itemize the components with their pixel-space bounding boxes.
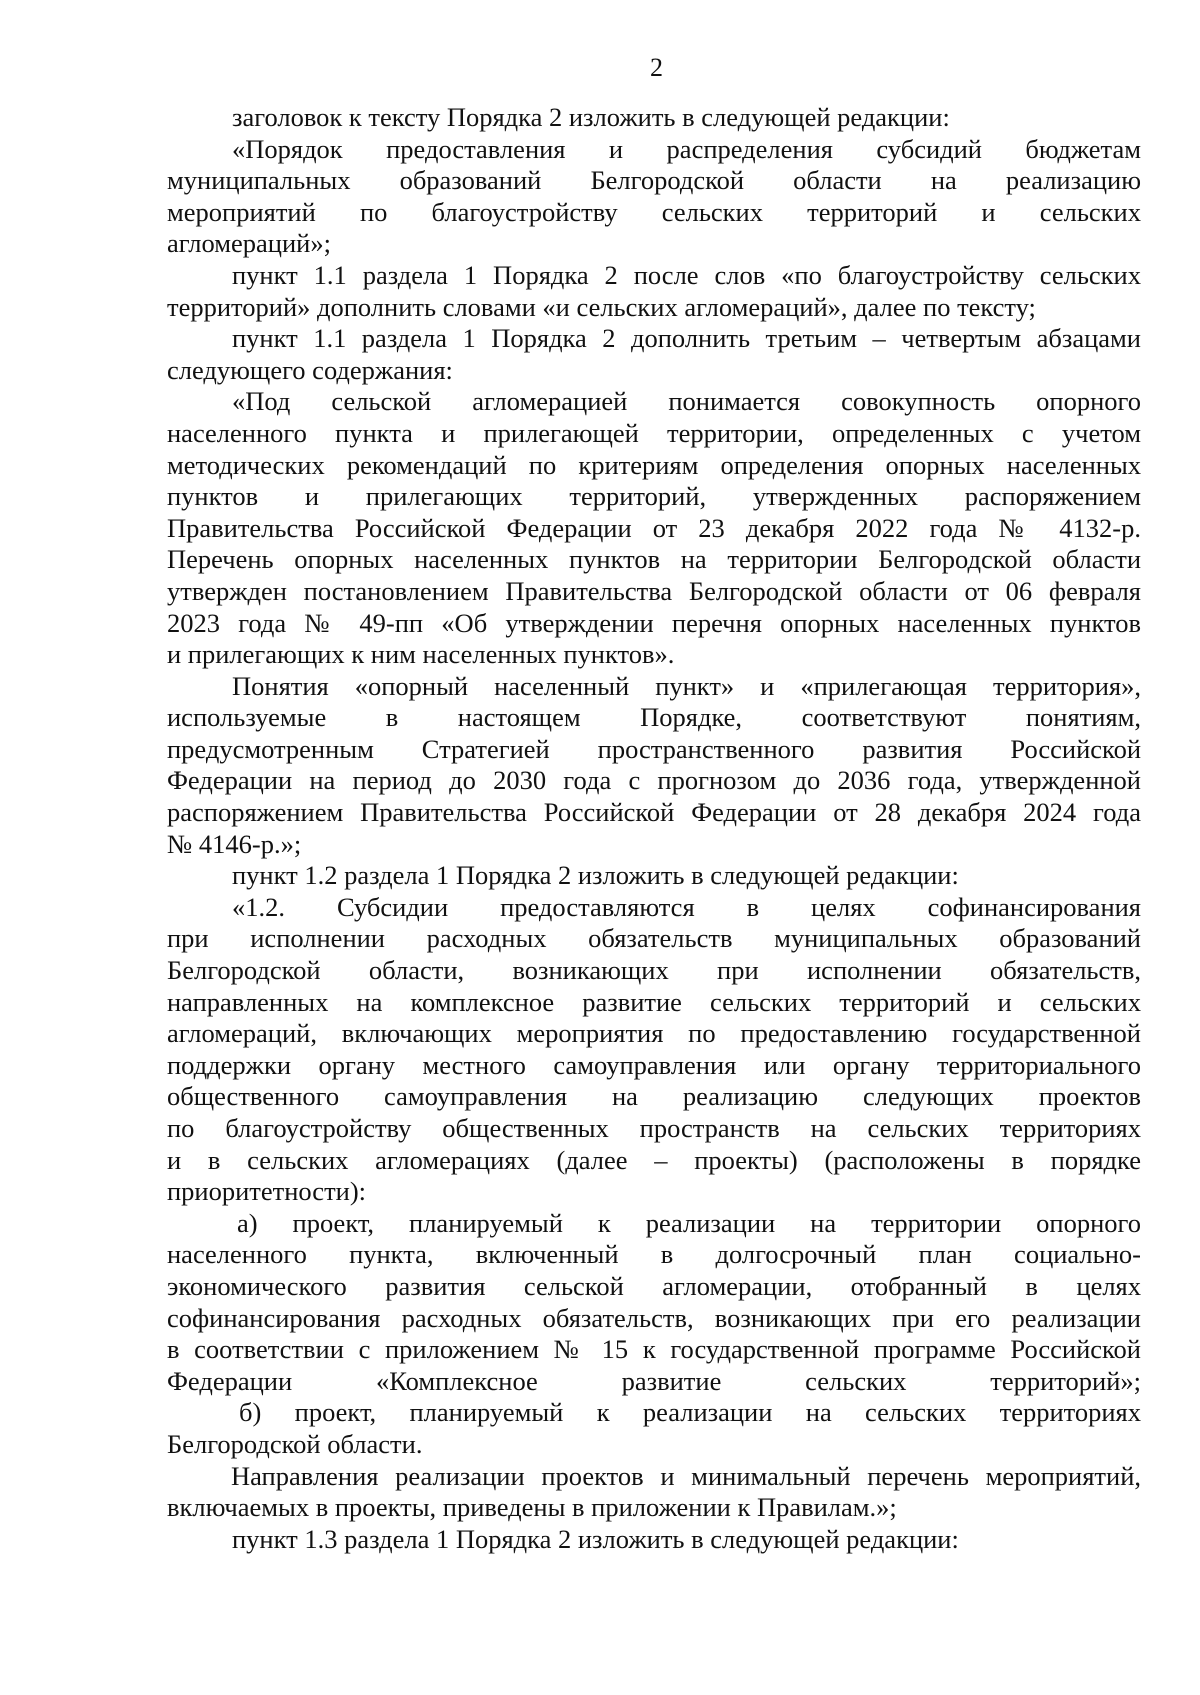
text-line: поддержки органу местного самоуправления или органу территориального: [167, 1049, 1141, 1080]
text-line: Направления реализации проектов и минимальный перечень мероприятий,: [231, 1460, 1141, 1491]
text-line: № 4146-р.»;: [167, 828, 302, 859]
text-line: общественного самоуправления на реализацию следующих проектов: [167, 1081, 1141, 1112]
text-line: приоритетности):: [167, 1176, 367, 1207]
text-line: софинансирования расходных обязательств, возникающих при его реализации: [167, 1302, 1141, 1333]
text-line: агломераций, включающих мероприятия по предоставлению государственной: [167, 1018, 1141, 1049]
text-line: населенного пункта и прилегающей территории, определенных с учетом: [167, 417, 1141, 448]
document-body: [167, 102, 1141, 1555]
page-number: 2: [650, 53, 663, 82]
text-line: направленных на комплексное развитие сельских территорий и сельских: [167, 986, 1141, 1017]
text-line: Белгородской области, возникающих при исполнении обязательств,: [167, 955, 1141, 986]
text-line: методических рекомендаций по критериям определения опорных населенных: [167, 449, 1141, 480]
text-line: пункт 1.1 раздела 1 Порядка 2 дополнить третьим – четвертым абзацами: [232, 323, 1141, 354]
text-line: и в сельских агломерациях (далее – проекты) (расположены в порядке: [167, 1144, 1141, 1175]
text-line: пункт 1.1 раздела 1 Порядка 2 после слов «по благоустройству сельских: [232, 259, 1141, 290]
text-line: при исполнении расходных обязательств муниципальных образований: [167, 923, 1141, 954]
text-line: муниципальных образований Белгородской области на реализацию: [167, 165, 1141, 196]
text-line: предусмотренным Стратегией пространственного развития Российской: [167, 733, 1141, 764]
text-line: используемые в настоящем Порядке, соответствуют понятиям,: [167, 702, 1141, 733]
text-line: Перечень опорных населенных пунктов на территории Белгородской области: [167, 544, 1141, 575]
text-line: Понятия «опорный населенный пункт» и «прилегающая территория»,: [232, 670, 1141, 701]
text-line: следующего содержания:: [167, 354, 453, 385]
text-line: пункт 1.2 раздела 1 Порядка 2 изложить в следующей редакции:: [232, 860, 959, 891]
text-line: территорий» дополнить словами «и сельских агломераций», далее по тексту;: [167, 291, 1036, 322]
text-line: распоряжением Правительства Российской Федерации от 28 декабря 2024 года: [167, 797, 1141, 828]
text-line: агломераций»;: [167, 228, 331, 259]
text-line: «Порядок предоставления и распределения субсидий бюджетам: [232, 133, 1141, 164]
text-line: заголовок к тексту Порядка 2 изложить в следующей редакции:: [232, 102, 950, 132]
text-line: Федерации на период до 2030 года с прогнозом до 2036 года, утвержденной: [167, 765, 1141, 796]
text-line: в соответствии с приложением № 15 к государственной программе Российской: [167, 1334, 1141, 1365]
text-line: мероприятий по благоустройству сельских территорий и сельских: [167, 196, 1141, 227]
text-line: Правительства Российской Федерации от 23 декабря 2022 года № 4132-р.: [167, 512, 1141, 543]
text-line: Федерации «Комплексное развитие сельских территорий»;: [167, 1365, 1141, 1396]
text-line: 2023 года № 49-пп «Об утверждении перечня опорных населенных пунктов: [167, 607, 1141, 638]
text-line: населенного пункта, включенный в долгосрочный план социально-: [167, 1239, 1141, 1270]
text-line: экономического развития сельской агломерации, отобранный в целях: [167, 1270, 1141, 1301]
text-line: утвержден постановлением Правительства Белгородской области от 06 февраля: [167, 575, 1141, 606]
text-line: Белгородской области.: [167, 1428, 423, 1459]
text-line: «Под сельской агломерацией понимается совокупность опорного: [232, 386, 1141, 417]
text-line: включаемых в проекты, приведены в приложении к Правилам.»;: [167, 1492, 897, 1523]
text-line: б) проект, планируемый к реализации на сельских территориях: [239, 1397, 1141, 1428]
text-line: а) проект, планируемый к реализации на территории опорного: [237, 1207, 1141, 1238]
text-line: пункт 1.3 раздела 1 Порядка 2 изложить в следующей редакции:: [232, 1523, 959, 1554]
text-line: и прилегающих к ним населенных пунктов».: [167, 639, 675, 670]
text-line: пунктов и прилегающих территорий, утвержденных распоряжением: [167, 481, 1141, 512]
text-line: «1.2. Субсидии предоставляются в целях софинансирования: [232, 891, 1141, 922]
text-line: по благоустройству общественных пространств на сельских территориях: [167, 1113, 1141, 1143]
